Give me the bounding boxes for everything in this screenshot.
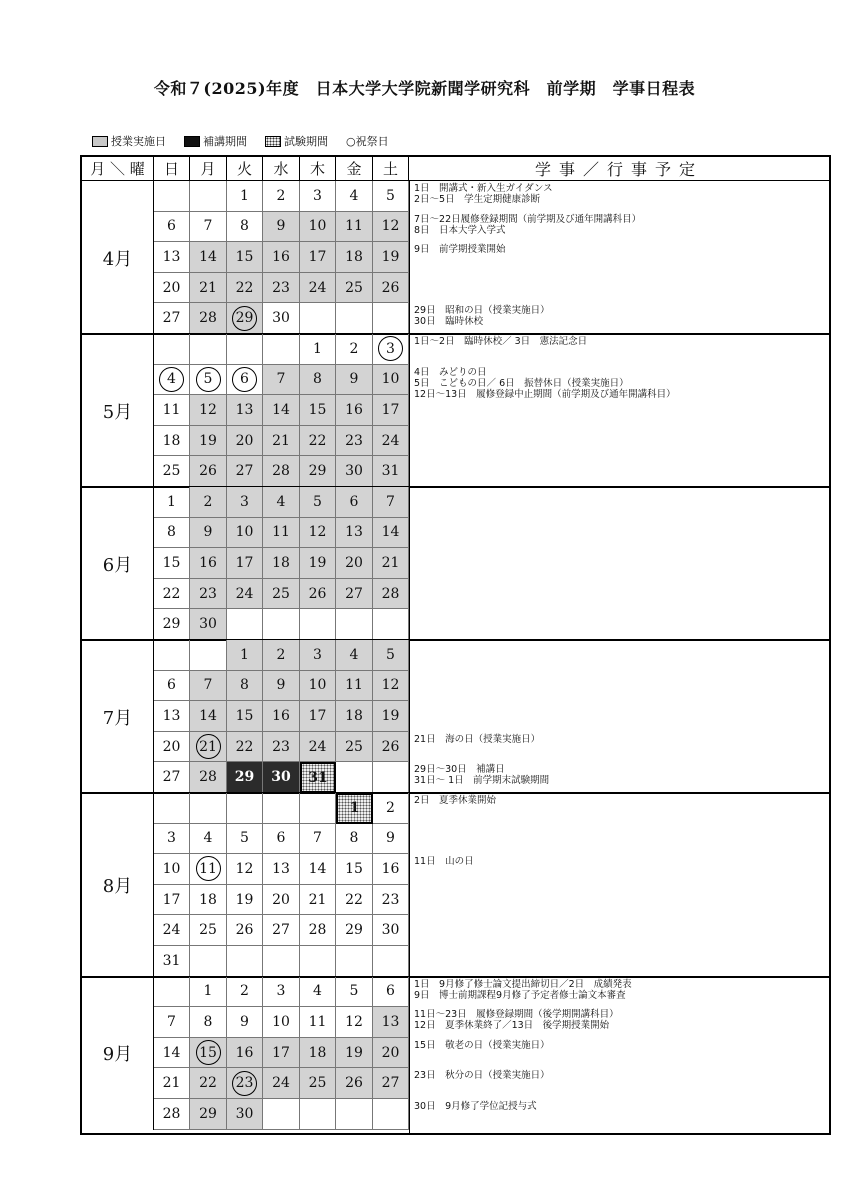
day-cell: 3 [300, 181, 336, 212]
day-cell: 29 [227, 762, 263, 793]
header-weekday-mon: 月 [190, 157, 227, 181]
header-weekday-sun: 日 [154, 157, 190, 181]
day-cell: 19 [300, 548, 336, 579]
empty-cell [373, 762, 409, 793]
holiday-circle: 23 [232, 1071, 257, 1096]
event-text [414, 795, 496, 806]
event-text [414, 764, 549, 786]
day-cell: 4 [336, 640, 373, 671]
day-cell: 1 [190, 977, 227, 1008]
day-cell: 15 [336, 854, 373, 885]
day-cell: 10 [373, 365, 409, 396]
empty-cell [227, 946, 263, 977]
empty-cell [336, 609, 373, 640]
event-line: 7日～22日履修登録期間（前学期及び通年開講科目） [414, 213, 642, 225]
empty-cell [154, 640, 190, 671]
day-cell: 7 [263, 365, 300, 396]
day-cell: 31 [154, 946, 190, 977]
day-cell: 27 [373, 1068, 409, 1099]
event-text [414, 1009, 619, 1031]
day-cell: 15 [227, 701, 263, 732]
month-label: 8月 [82, 793, 154, 977]
event-text [414, 1070, 550, 1081]
event-line: 12日 夏季休業終了／13日 後学期授業開始 [414, 1020, 610, 1032]
day-cell: 8 [190, 1007, 227, 1038]
empty-cell [263, 609, 300, 640]
day-cell: 5 [373, 181, 409, 212]
legend-class-day [92, 133, 166, 149]
day-cell: 5 [227, 824, 263, 855]
day-cell: 21 [154, 1068, 190, 1099]
empty-cell [336, 946, 373, 977]
event-line: 8日 日本大学入学式 [414, 224, 506, 236]
day-cell: 17 [263, 1038, 300, 1069]
empty-cell [336, 303, 373, 334]
day-cell: 16 [227, 1038, 263, 1069]
empty-cell [300, 946, 336, 977]
day-cell: 20 [263, 885, 300, 916]
month-label: 9月 [82, 977, 154, 1130]
day-cell: 8 [154, 518, 190, 549]
day-cell [190, 1038, 227, 1069]
day-cell: 17 [373, 395, 409, 426]
day-cell: 9 [336, 365, 373, 396]
day-cell: 26 [373, 732, 409, 763]
legend-supplementary-swatch [184, 136, 200, 147]
day-cell: 21 [190, 273, 227, 304]
day-cell: 28 [263, 456, 300, 487]
day-cell: 9 [373, 824, 409, 855]
event-line: 2日～5日 学生定期健康診断 [414, 194, 541, 205]
day-cell: 2 [190, 487, 227, 518]
day-cell: 24 [373, 426, 409, 457]
empty-cell [190, 181, 227, 212]
event-line: 5日 こどもの日／ 6日 振替休日（授業実施日） [414, 377, 629, 389]
day-cell: 9 [263, 212, 300, 243]
day-cell [227, 303, 263, 334]
day-cell: 1 [300, 334, 336, 365]
day-cell: 11 [263, 518, 300, 549]
event-line: 9日 博士前期課程9月修了予定者修士論文本審査 [414, 989, 626, 1001]
day-cell: 21 [373, 548, 409, 579]
holiday-circle: 29 [232, 306, 257, 331]
day-cell [227, 365, 263, 396]
day-cell: 19 [373, 242, 409, 273]
event-line: 12日～13日 履修登録中止期間（前学期及び通年開講科目） [414, 388, 676, 400]
empty-cell [227, 609, 263, 640]
day-cell: 5 [300, 487, 336, 518]
day-cell: 30 [373, 915, 409, 946]
empty-cell [373, 946, 409, 977]
empty-cell [336, 1099, 373, 1130]
day-cell: 26 [300, 579, 336, 610]
event-text [414, 979, 632, 1001]
day-cell: 2 [227, 977, 263, 1008]
holiday-circle: 6 [232, 367, 257, 392]
day-cell: 15 [300, 395, 336, 426]
day-cell: 23 [336, 426, 373, 457]
day-cell [190, 854, 227, 885]
day-cell [227, 1068, 263, 1099]
day-cell: 7 [190, 212, 227, 243]
day-cell: 22 [154, 579, 190, 610]
day-cell: 1 [227, 181, 263, 212]
event-text [414, 1101, 537, 1112]
header-weekday-sat: 土 [373, 157, 409, 181]
day-cell: 25 [190, 915, 227, 946]
day-cell: 14 [154, 1038, 190, 1069]
event-line: 29日～30日 補講日 [414, 764, 505, 776]
day-cell: 25 [154, 456, 190, 487]
day-cell [154, 365, 190, 396]
calendar-table [80, 155, 831, 1135]
day-cell: 21 [263, 426, 300, 457]
day-cell: 31 [300, 762, 336, 793]
day-cell: 14 [190, 242, 227, 273]
day-cell: 11 [336, 212, 373, 243]
day-cell: 14 [373, 518, 409, 549]
day-cell: 3 [227, 487, 263, 518]
day-cell [373, 334, 409, 365]
holiday-circle: 11 [196, 856, 221, 881]
empty-cell [190, 793, 227, 824]
day-cell: 24 [154, 915, 190, 946]
day-cell: 11 [300, 1007, 336, 1038]
day-cell: 20 [154, 732, 190, 763]
day-cell: 2 [263, 640, 300, 671]
day-cell: 13 [336, 518, 373, 549]
events-separator [409, 181, 410, 1135]
event-line: 2日 夏季休業開始 [414, 795, 497, 806]
event-line: 1日 開講式・新入生ガイダンス [414, 183, 553, 194]
day-cell: 6 [336, 487, 373, 518]
day-cell: 9 [227, 1007, 263, 1038]
day-cell: 22 [227, 732, 263, 763]
event-line: 29日 昭和の日（授業実施日） [414, 305, 550, 317]
day-cell: 6 [154, 212, 190, 243]
day-cell: 9 [263, 671, 300, 702]
day-cell: 24 [227, 579, 263, 610]
day-cell: 22 [336, 885, 373, 916]
day-cell: 6 [154, 671, 190, 702]
day-cell: 16 [373, 854, 409, 885]
empty-cell [227, 334, 263, 365]
day-cell: 2 [336, 334, 373, 365]
holiday-circle: 5 [196, 367, 221, 392]
day-cell [190, 365, 227, 396]
day-cell: 1 [154, 487, 190, 518]
day-cell: 10 [263, 1007, 300, 1038]
header-weekday-thu: 木 [300, 157, 336, 181]
event-text [414, 1040, 550, 1051]
day-cell: 28 [154, 1099, 190, 1130]
day-cell: 23 [263, 273, 300, 304]
day-cell: 19 [227, 885, 263, 916]
event-line: 30日 9月修了学位記授与式 [414, 1101, 537, 1112]
day-cell: 25 [300, 1068, 336, 1099]
day-cell: 13 [227, 395, 263, 426]
month-label: 6月 [82, 487, 154, 640]
day-cell: 16 [336, 395, 373, 426]
empty-cell [300, 1099, 336, 1130]
empty-cell [263, 334, 300, 365]
day-cell: 3 [300, 640, 336, 671]
day-cell: 20 [227, 426, 263, 457]
empty-cell [190, 946, 227, 977]
day-cell: 2 [373, 793, 409, 824]
day-cell: 28 [373, 579, 409, 610]
day-cell: 7 [300, 824, 336, 855]
day-cell: 16 [263, 242, 300, 273]
legend-holiday [346, 133, 389, 149]
day-cell: 12 [227, 854, 263, 885]
day-cell: 7 [373, 487, 409, 518]
day-cell: 30 [227, 1099, 263, 1130]
event-text [414, 305, 550, 327]
day-cell: 8 [227, 671, 263, 702]
day-cell: 26 [336, 1068, 373, 1099]
event-line: 11日 山の日 [414, 856, 474, 868]
event-line: 1日～2日 臨時休校／ 3日 憲法記念日 [414, 336, 588, 347]
day-cell: 26 [227, 915, 263, 946]
event-line: 1日 9月修了修士論文提出締切日／2日 成績発表 [414, 978, 632, 990]
legend-class-day-swatch [92, 136, 108, 147]
day-cell: 25 [263, 579, 300, 610]
legend-exam-swatch [265, 136, 281, 147]
header-weekday-fri: 金 [336, 157, 373, 181]
day-cell: 29 [300, 456, 336, 487]
day-cell: 19 [336, 1038, 373, 1069]
event-text [414, 336, 587, 347]
event-text [414, 244, 506, 255]
empty-cell [263, 946, 300, 977]
empty-cell [373, 1099, 409, 1130]
holiday-circle: 3 [378, 336, 403, 361]
day-cell: 12 [373, 671, 409, 702]
empty-cell [227, 793, 263, 824]
header-month-weekday: 月 ＼ 曜 [82, 157, 154, 181]
empty-cell [300, 793, 336, 824]
day-cell: 13 [373, 1007, 409, 1038]
day-cell: 23 [263, 732, 300, 763]
day-cell: 13 [154, 701, 190, 732]
legend-holiday-label: ○祝祭日 [346, 135, 389, 148]
day-cell: 10 [227, 518, 263, 549]
day-cell: 27 [154, 303, 190, 334]
empty-cell [190, 640, 227, 671]
legend-exam [265, 133, 328, 149]
day-cell: 17 [227, 548, 263, 579]
day-cell: 28 [190, 762, 227, 793]
empty-cell [300, 609, 336, 640]
day-cell: 10 [300, 671, 336, 702]
event-line: 15日 敬老の日（授業実施日） [414, 1039, 550, 1051]
day-cell: 12 [300, 518, 336, 549]
empty-cell [373, 303, 409, 334]
day-cell: 28 [190, 303, 227, 334]
day-cell: 18 [263, 548, 300, 579]
day-cell: 28 [300, 915, 336, 946]
legend-exam-label: 試験期間 [284, 135, 328, 148]
legend-supplementary [184, 133, 247, 149]
holiday-circle: 21 [196, 734, 221, 759]
month-label: 7月 [82, 640, 154, 793]
day-cell: 11 [336, 671, 373, 702]
day-cell: 30 [263, 762, 300, 793]
day-cell: 6 [373, 977, 409, 1008]
day-cell: 17 [300, 242, 336, 273]
day-cell: 4 [336, 181, 373, 212]
day-cell: 6 [263, 824, 300, 855]
day-cell: 27 [227, 456, 263, 487]
day-cell: 23 [190, 579, 227, 610]
day-cell [190, 732, 227, 763]
event-line: 4日 みどりの日 [414, 366, 487, 378]
day-cell: 30 [336, 456, 373, 487]
day-cell: 13 [154, 242, 190, 273]
holiday-circle: 15 [196, 1040, 221, 1065]
day-cell: 3 [154, 824, 190, 855]
day-cell: 8 [300, 365, 336, 396]
day-cell: 12 [190, 395, 227, 426]
event-text [414, 367, 676, 400]
day-cell: 7 [154, 1007, 190, 1038]
day-cell: 16 [263, 701, 300, 732]
legend [92, 133, 407, 149]
day-cell: 9 [190, 518, 227, 549]
day-cell: 14 [300, 854, 336, 885]
header-weekday-wed: 水 [263, 157, 300, 181]
day-cell: 3 [263, 977, 300, 1008]
day-cell: 25 [336, 732, 373, 763]
day-cell: 4 [300, 977, 336, 1008]
empty-cell [263, 793, 300, 824]
month-label: 5月 [82, 334, 154, 487]
empty-cell [300, 303, 336, 334]
day-cell: 24 [300, 273, 336, 304]
day-cell: 23 [373, 885, 409, 916]
day-cell: 27 [154, 762, 190, 793]
day-cell: 22 [300, 426, 336, 457]
event-text [414, 214, 641, 236]
empty-cell [154, 793, 190, 824]
empty-cell [190, 334, 227, 365]
day-cell: 17 [300, 701, 336, 732]
day-cell: 20 [154, 273, 190, 304]
day-cell: 22 [190, 1068, 227, 1099]
header-weekday-tue: 火 [227, 157, 263, 181]
day-cell: 4 [263, 487, 300, 518]
day-cell: 18 [154, 426, 190, 457]
event-line: 30日 臨時休校 [414, 316, 484, 328]
event-line: 9日 前学期授業開始 [414, 244, 506, 256]
empty-cell [373, 609, 409, 640]
day-cell: 20 [373, 1038, 409, 1069]
legend-supplementary-label: 補講期間 [203, 135, 247, 148]
day-cell: 15 [154, 548, 190, 579]
day-cell: 10 [154, 854, 190, 885]
day-cell: 18 [336, 242, 373, 273]
page-title: 令和７(2025)年度 日本大学大学院新聞学研究科 前学期 学事日程表 [153, 79, 696, 98]
day-cell: 22 [227, 273, 263, 304]
day-cell: 20 [336, 548, 373, 579]
day-cell: 8 [227, 212, 263, 243]
day-cell: 29 [336, 915, 373, 946]
day-cell: 11 [154, 395, 190, 426]
event-line: 31日～ 1日 前学期末試験期間 [414, 775, 550, 787]
day-cell: 29 [154, 609, 190, 640]
day-cell: 18 [300, 1038, 336, 1069]
day-cell: 30 [190, 609, 227, 640]
empty-cell [336, 762, 373, 793]
day-cell: 24 [263, 1068, 300, 1099]
event-line: 11日～23日 履修登録期間（後学期開講科目） [414, 1009, 619, 1021]
event-line: 23日 秋分の日（授業実施日） [414, 1070, 550, 1082]
event-line: 21日 海の日（授業実施日） [414, 733, 541, 745]
day-cell: 4 [190, 824, 227, 855]
day-cell: 8 [336, 824, 373, 855]
event-text [414, 734, 540, 745]
empty-cell [263, 1099, 300, 1130]
day-cell: 16 [190, 548, 227, 579]
day-cell: 24 [300, 732, 336, 763]
day-cell: 13 [263, 854, 300, 885]
day-cell: 19 [190, 426, 227, 457]
day-cell: 17 [154, 885, 190, 916]
day-cell: 25 [336, 273, 373, 304]
day-cell: 19 [373, 701, 409, 732]
event-text [414, 183, 553, 205]
day-cell: 18 [336, 701, 373, 732]
day-cell: 1 [336, 793, 373, 824]
holiday-circle: 4 [159, 367, 184, 392]
day-cell: 5 [336, 977, 373, 1008]
empty-cell [154, 334, 190, 365]
day-cell: 12 [336, 1007, 373, 1038]
day-cell: 26 [373, 273, 409, 304]
day-cell: 30 [263, 303, 300, 334]
day-cell: 12 [373, 212, 409, 243]
event-text [414, 856, 474, 867]
day-cell: 26 [190, 456, 227, 487]
day-cell: 21 [300, 885, 336, 916]
day-cell: 14 [190, 701, 227, 732]
day-cell: 1 [227, 640, 263, 671]
empty-cell [154, 181, 190, 212]
header-events: 学事／行事予定 [409, 157, 829, 181]
day-cell: 15 [227, 242, 263, 273]
empty-cell [154, 977, 190, 1008]
day-cell: 14 [263, 395, 300, 426]
day-cell: 18 [190, 885, 227, 916]
day-cell: 10 [300, 212, 336, 243]
day-cell: 27 [336, 579, 373, 610]
day-cell: 7 [190, 671, 227, 702]
day-cell: 5 [373, 640, 409, 671]
day-cell: 2 [263, 181, 300, 212]
month-label: 4月 [82, 181, 154, 334]
day-cell: 31 [373, 456, 409, 487]
day-cell: 29 [190, 1099, 227, 1130]
legend-class-day-label: 授業実施日 [111, 135, 166, 148]
day-cell: 27 [263, 915, 300, 946]
